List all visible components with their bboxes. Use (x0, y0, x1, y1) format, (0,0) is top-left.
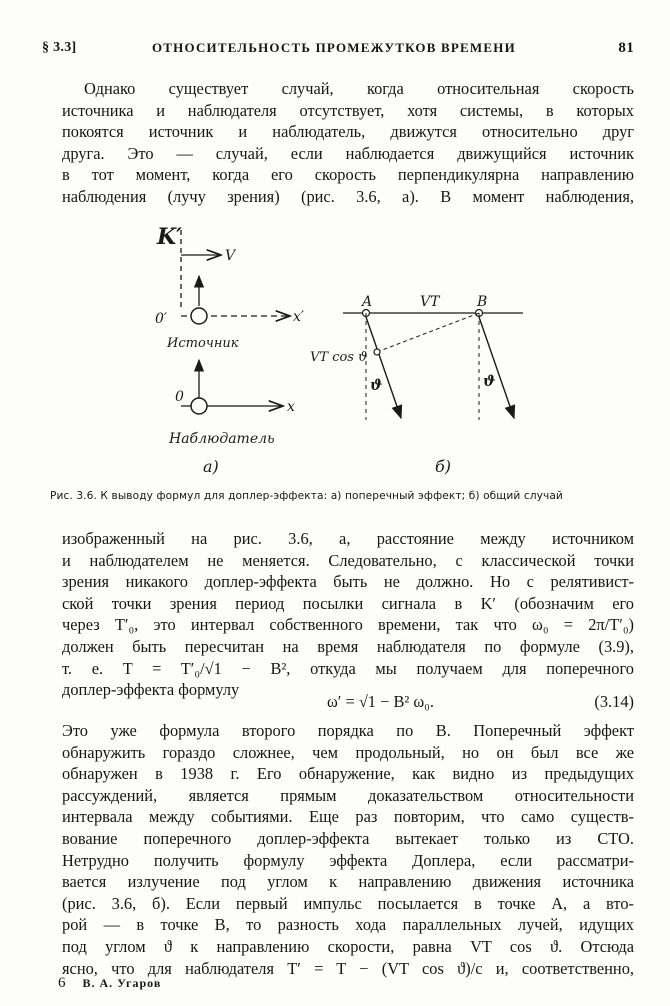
paragraph-1 (62, 78, 634, 208)
text-line: друга. Это — случай, если наблюдается движущийся источник (62, 143, 634, 163)
author-name: В. А. Угаров (82, 976, 162, 990)
angle-a-label: ϑ (370, 376, 383, 394)
angle-b-label: ϑ (483, 372, 496, 390)
equation-expression: ω′ = √1 − B² ω₀. (327, 692, 434, 711)
ray-from-a (366, 317, 401, 418)
observer-label: Наблюдатель (169, 431, 275, 447)
velocity-label: V (225, 248, 236, 264)
figure-caption: Рис. 3.6. К выводу формул для доплер-эффекта: а) поперечный эффект; б) общий случай (50, 490, 563, 502)
observer-circle (191, 398, 207, 414)
foot-point (374, 349, 380, 355)
text-line: вается излучение под углом к направлению движения источника (62, 872, 634, 892)
text-line: т. е. T = T′₀/√1 − B², откуда мы получаем для поперечного (62, 658, 634, 678)
text-line: в тот момент, когда его скорость перпендикулярна направлению (62, 165, 634, 185)
running-header (42, 40, 634, 62)
ray-from-b (479, 317, 514, 418)
text-line: ской точки зрения период посылки сигнала в K′ (обозначим его (62, 593, 634, 613)
x-label: x (287, 399, 295, 415)
text-line: Однако существует случай, когда относительная скорость (84, 79, 634, 98)
source-circle (191, 308, 207, 324)
text-line: интервала между событиями. Еще раз повторим, что само существ- (62, 807, 634, 827)
frame-label: K′ (157, 224, 182, 250)
paragraph-2 (62, 528, 634, 701)
equation-3-14 (62, 692, 634, 716)
doppler-diagram (145, 210, 540, 485)
text-line: Нетрудно получить формулу эффекта Доплера, если рассматри- (62, 850, 634, 870)
section-number: § 3.3] (42, 40, 77, 55)
text-line: рой — в точке B, то разность хода параллельных лучей, идущих (62, 915, 634, 935)
text-line: зрения никакого доплер-эффекта быть не должно. Но с релятивист- (62, 572, 634, 592)
equation-number: (3.14) (594, 692, 634, 711)
text-line: изображенный на рис. 3.6, а, расстояние между источником (62, 529, 634, 548)
text-line: и наблюдателем не меняется. Следовательно, с классической точки (62, 550, 634, 570)
paragraph-3 (62, 720, 634, 979)
text-line: должен быть пересчитан на время наблюдателя по формуле (3.9), (62, 636, 634, 656)
figure-3-6 (145, 210, 540, 485)
text-line: под углом ϑ к направлению скорости, равна VT cos ϑ. Отсюда (62, 936, 634, 956)
projection-label: VT cos ϑ (310, 350, 368, 365)
text-line: наблюдения (лучу зрения) (рис. 3.6, а). В момент наблюдения, (62, 186, 634, 206)
text-line: вование поперечного доплер-эффекта вытекает только из СТО. (62, 828, 634, 848)
source-label: Источник (167, 336, 239, 351)
point-a-label: A (362, 294, 373, 310)
text-line: через T′₀, это интервал собственного времени, так что ω₀ = 2π/T′₀) (62, 615, 634, 635)
text-line: доплер-эффекта формулу (62, 680, 240, 700)
segment-label: VT (420, 294, 440, 310)
page-footer (58, 975, 161, 992)
text-line: источника и наблюдателя отсутствует, хотя системы, в которых (62, 100, 634, 120)
page-number: 81 (618, 40, 634, 56)
perpendicular-dashed (377, 313, 479, 352)
text-line: рассуждений, является прямым доказательством относительности (62, 785, 634, 805)
text-line: обнаружен в 1938 г. Его обнаружение, как видно из предыдущих (62, 764, 634, 784)
chapter-title: ОТНОСИТЕЛЬНОСТЬ ПРОМЕЖУТКОВ ВРЕМЕНИ (152, 40, 516, 55)
origin-label: 0 (175, 389, 184, 405)
x-prime-label: x′ (293, 309, 305, 325)
panel-a-label: а) (203, 457, 219, 476)
panel-b-label: б) (435, 457, 452, 476)
text-line: покоятся источник и наблюдатель, движутся относительно друг (62, 122, 634, 142)
text-line: ясно, что для наблюдателя T′ = T − (VT cos ϑ)/c и, соответственно, (62, 958, 634, 978)
origin-prime-label: 0′ (155, 311, 168, 327)
text-line: обнаружить гораздо сложнее, чем продольный, но он был все же (62, 742, 634, 762)
signature-number: 6 (58, 975, 67, 991)
text-line: Это уже формула второго порядка по B. Поперечный эффект (62, 721, 634, 740)
text-line: (рис. 3.6, б). Если первый импульс посылается в точке A, а вто- (62, 893, 634, 913)
point-b-label: B (477, 294, 488, 310)
